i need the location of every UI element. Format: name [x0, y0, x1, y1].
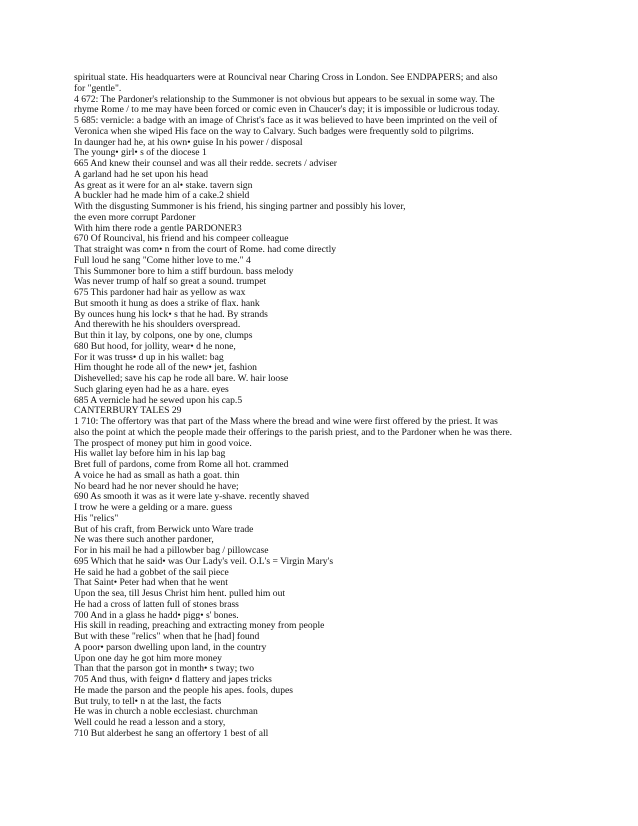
text-line: 680 But hood, for jollity, wear• d he none, [74, 341, 236, 352]
text-line: 4 672: The Pardoner's relationship to the Summoner is not obvious but appears to be sexual in some way. The [74, 94, 495, 105]
text-line: Him thought he rode all of the new• jet, fashion [74, 363, 257, 374]
text-line: 705 And thus, with feign• d flattery and japes tricks [74, 675, 272, 685]
text-line: Ne was there such another pardoner, [74, 535, 214, 546]
text-line: He had a cross of latten full of stones brass [74, 599, 239, 610]
text-line: He said he had a gobbet of the sail piece [74, 567, 229, 578]
text-line: rhyme Rome / to me may have been forced or comic even in Chaucer's day; it is impossible or ludicrous today. [74, 105, 500, 116]
text-line: This Summoner bore to him a stiff burdoun. bass melody [74, 266, 294, 277]
text-line: Bret full of pardons, come from Rome all hot. crammed [74, 460, 289, 470]
text-line: 685 A vernicle had he sewed upon his cap.5 [74, 395, 243, 406]
text-line: But smooth it hung as does a strike of flax. hank [74, 298, 260, 309]
text-line: CANTERBURY TALES 29 [74, 406, 182, 417]
text-line: for "gentle". [74, 83, 122, 94]
text-line: The young• girl• s of the diocese 1 [74, 148, 207, 159]
text-line: Was never trump of half so great a sound. trumpet [74, 277, 267, 288]
text-line: 670 Of Rouncival, his friend and his compeer colleague [74, 234, 289, 245]
text-line: Upon one day he got him more money [74, 653, 222, 664]
text-line: the even more corrupt Pardoner [74, 212, 196, 223]
text-line: His skill in reading, preaching and extracting money from people [74, 621, 325, 632]
text-line: But thin it lay, by colpons, one by one, clumps [74, 331, 253, 341]
text-line: With the disgusting Summoner is his friend, his singing partner and possibly his lover, [74, 202, 406, 212]
text-line: But of his craft, from Berwick unto Ware trade [74, 524, 254, 535]
document-body [74, 73, 574, 740]
text-line: Full loud he sang "Come hither love to me." 4 [74, 255, 251, 266]
text-line: That straight was com• n from the court of Rome. had come directly [74, 245, 337, 255]
text-line: But truly, to tell• n at the last, the facts [74, 696, 222, 707]
text-line: His "relics" [74, 513, 119, 524]
text-line: A garland had he set upon his head [74, 169, 209, 180]
text-line: 675 This pardoner had hair as yellow as wax [74, 288, 246, 298]
text-line: With him there rode a gentle PARDONER3 [74, 223, 242, 234]
text-line: A poor• parson dwelling upon land, in the country [74, 642, 267, 653]
text-line: Than that the parson got in month• s tway; two [74, 664, 255, 675]
text-line: spiritual state. His headquarters were at Rouncival near Charing Cross in London. See ENDPAPERS; and also [74, 73, 498, 83]
text-line: For in his mail he had a pillowber bag / pillowcase [74, 546, 269, 556]
text-line: No beard had he nor never should he have; [74, 481, 239, 492]
text-line: 5 685: vernicle: a badge with an image of Christ's face as it was believed to have been imprinted on the veil of [74, 116, 498, 126]
text-line: A voice he had as small as hath a goat. thin [74, 470, 240, 481]
text-line: For it was truss• d up in his wallet: bag [74, 352, 224, 363]
text-line: Such glaring eyen had he as a hare. eyes [74, 384, 229, 395]
text-line: Dishevelled; save his cap he rode all bare. W. hair loose [74, 374, 289, 384]
text-line: 695 Which that he said• was Our Lady's veil. O.L's = Virgin Mary's [74, 556, 334, 567]
text-line: 690 As smooth it was as it were late y-shave. recently shaved [74, 492, 309, 503]
text-line: 700 And in a glass he hadd• pigg• s' bones. [74, 610, 239, 621]
text-line: But with these "relics" when that he [had] found [74, 632, 260, 642]
text-line: His wallet lay before him in his lap bag [74, 449, 226, 460]
text-line: That Saint• Peter had when that he went [74, 578, 228, 589]
text-line: Upon the sea, till Jesus Christ him hent. pulled him out [74, 589, 286, 599]
text-line: also the point at which the people made their offerings to the parish priest, and to the Pardoner when he was there. [74, 427, 513, 438]
text-line: And therewith he his shoulders overspread. [74, 320, 241, 331]
text-line: 710 But alderbest he sang an offertory 1 best of all [74, 728, 269, 739]
text-line: Veronica when she wiped His face on the way to Calvary. Such badges were frequently sold to pilgrims. [74, 126, 474, 137]
text-line: Well could he read a lesson and a story, [74, 718, 226, 728]
text-line: By ounces hung his lock• s that he had. By strands [74, 309, 268, 320]
text-line: In daunger had he, at his own• guise In his power / disposal [74, 137, 303, 148]
text-line: A buckler had he made him of a cake.2 shield [74, 191, 250, 202]
text-line: 1 710: The offertory was that part of the Mass where the bread and wine were first offered by the priest. It was [74, 417, 498, 427]
text-line: 665 And knew their counsel and was all their redde. secrets / adviser [74, 159, 337, 169]
text-line: He was in church a noble ecclesiast. churchman [74, 707, 258, 718]
text-line: The prospect of money put him in good voice. [74, 438, 252, 449]
text-line: I trow he were a gelding or a mare. guess [74, 503, 233, 513]
text-line: As great as it were for an al• stake. tavern sign [74, 180, 253, 191]
text-line: He made the parson and the people his apes. fools, dupes [74, 685, 293, 696]
